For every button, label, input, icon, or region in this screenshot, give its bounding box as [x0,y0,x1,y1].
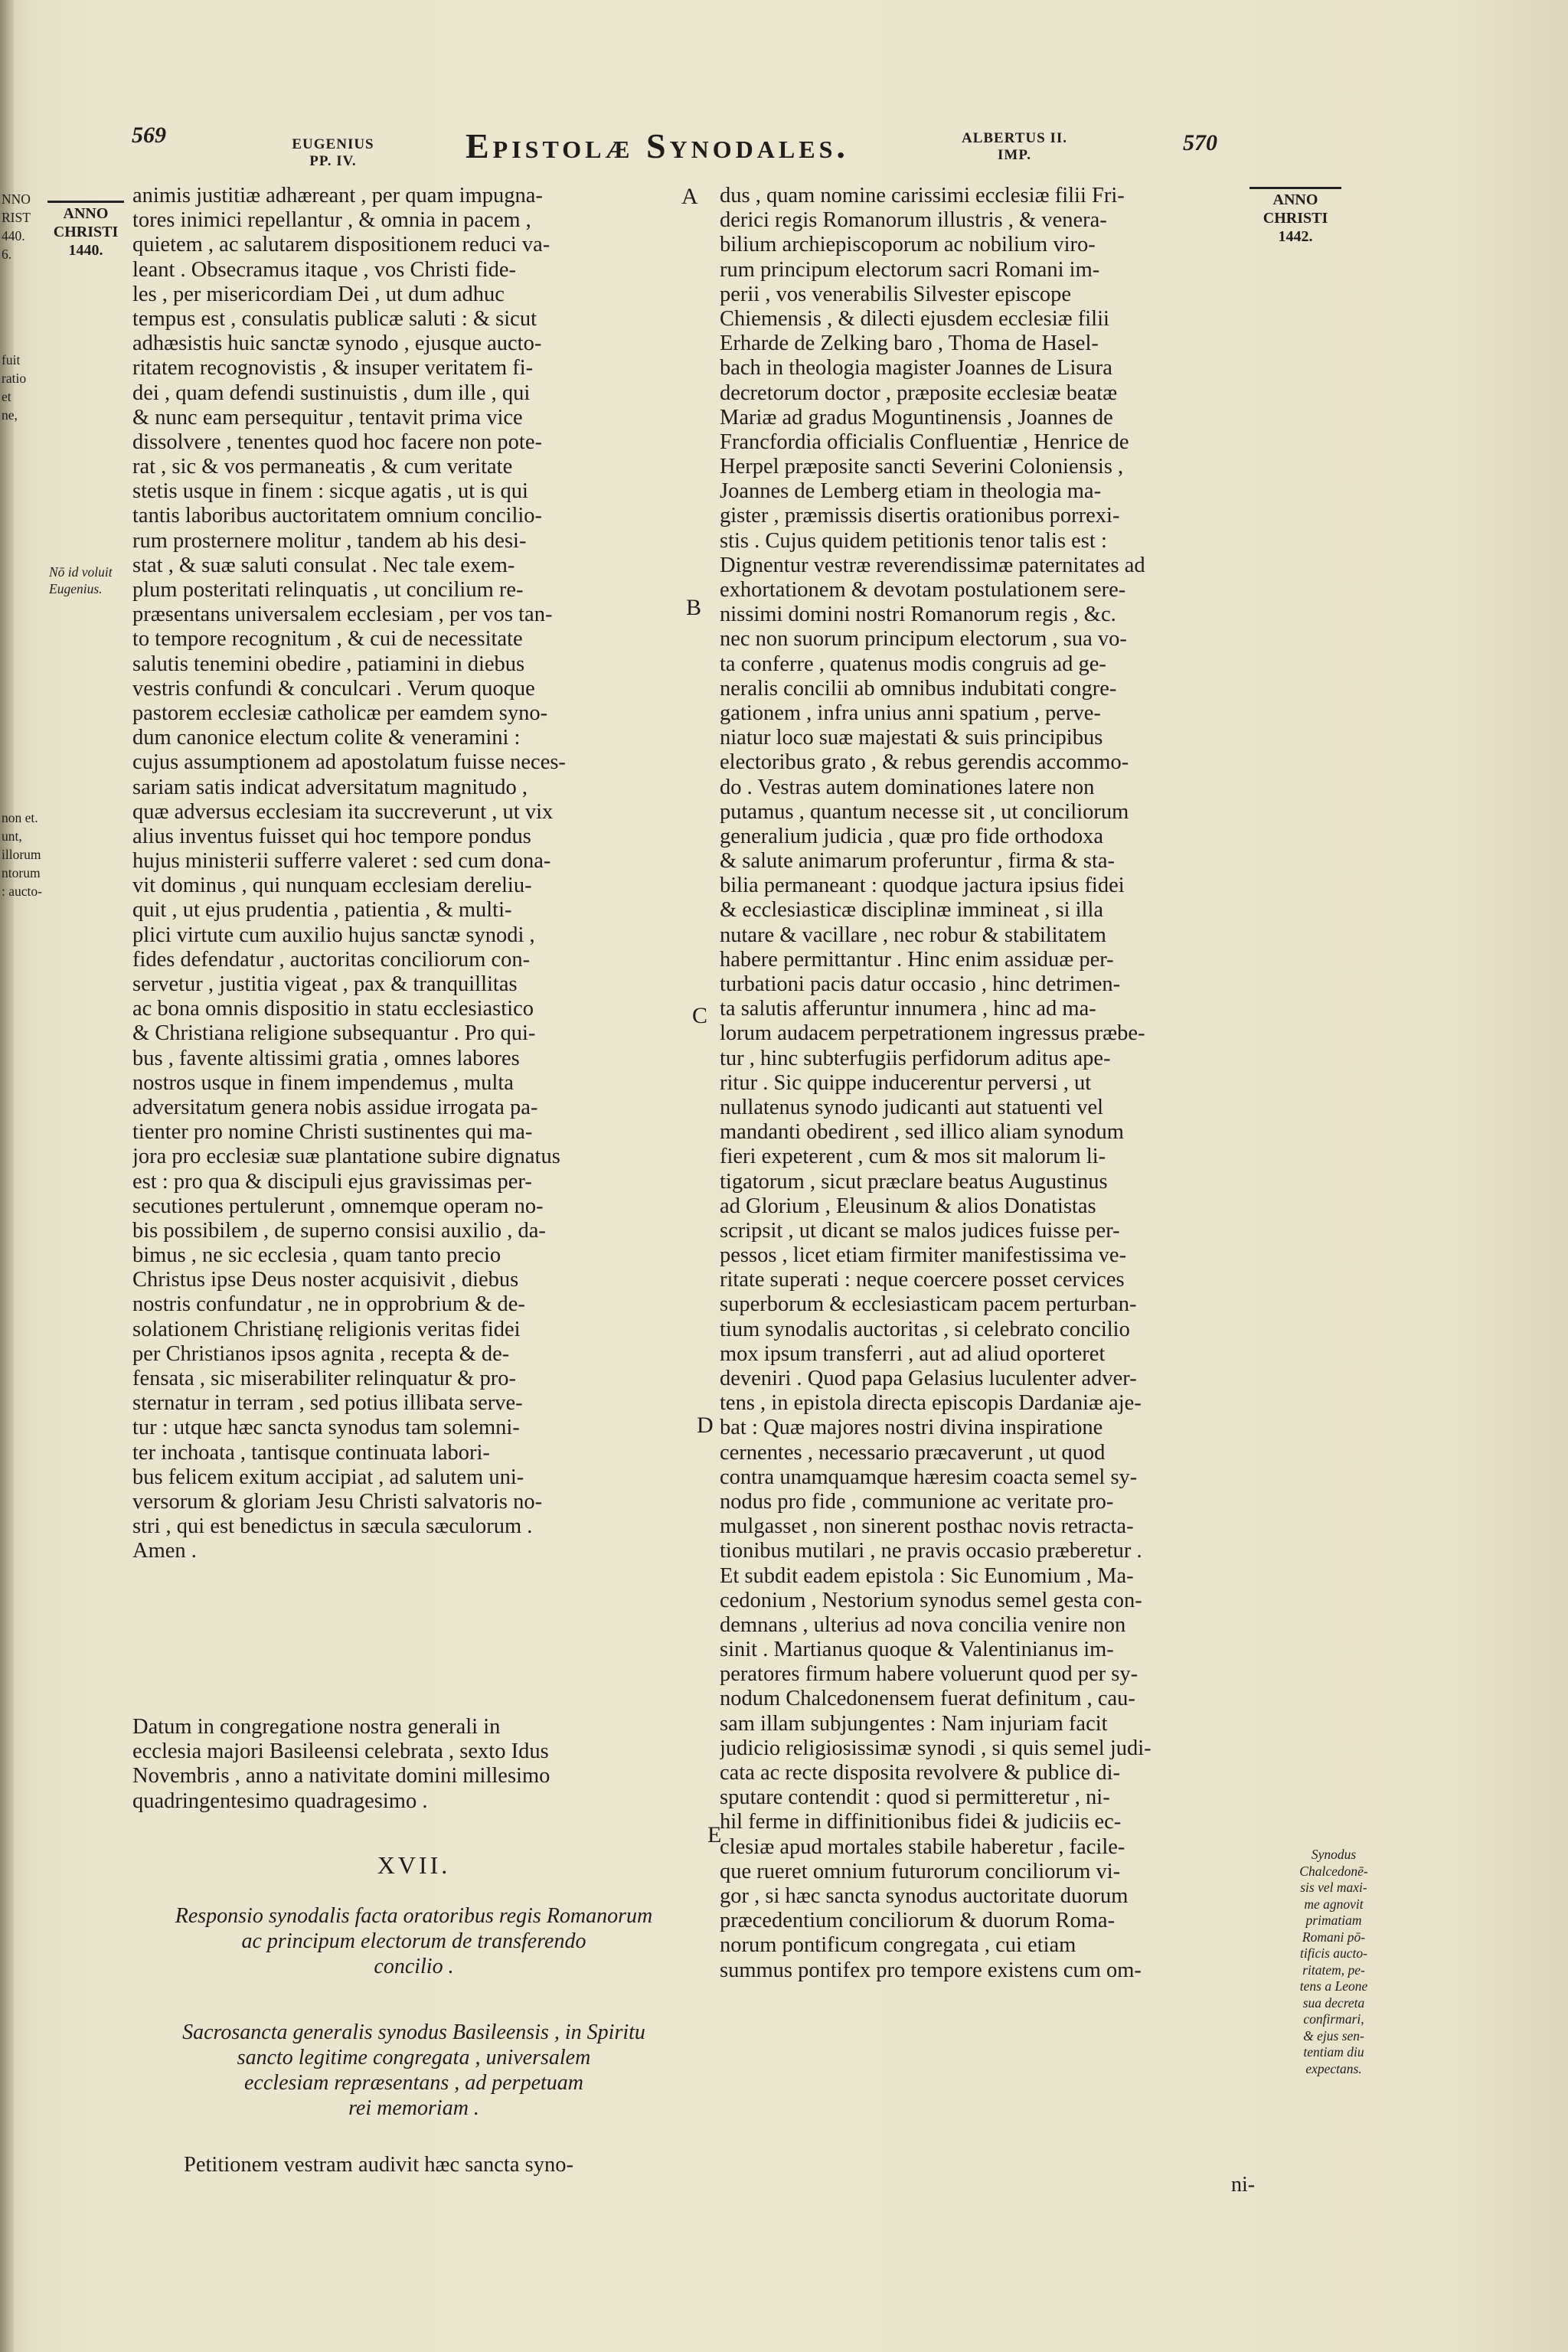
section-letter-e: E [707,1822,722,1847]
text-line: generalium judicia , quæ pro fide orthodoxa [720,824,1103,848]
title-line: concilio . [374,1955,454,1978]
text-line: Petitionem vestram audivit hæc sancta syno- [184,2153,573,2177]
text-line: perii , vos venerabilis Silvester episcope [720,282,1072,306]
dating-paragraph [132,1715,695,1814]
text-line: ritatem recognovistis , & insuper veritatem fi- [132,356,534,381]
anno-label: ANNO [1272,191,1318,208]
left-page-number: 569 [132,122,166,148]
text-line: stat , & suæ saluti consulat . Nec tale exem- [132,553,515,577]
left-running-head [276,136,390,170]
text-line: sinit . Martianus quoque & Valentinianus im- [720,1638,1114,1662]
text-line: judicio religiosissimæ synodi , si quis semel judi- [720,1736,1152,1760]
margin-note-line: sua decreta [1302,1994,1365,2011]
text-line: hil ferme in diffinitionibus fidei & judiciis ec- [720,1810,1122,1834]
text-line: & salute animarum proferuntur , firma & sta- [720,849,1116,874]
text-line: leant . Obsecramus itaque , vos Christi fide- [132,257,517,282]
section-title [132,1903,695,1979]
margin-note-line: Synodus [1311,1847,1357,1862]
text-line: hujus ministerii sufferre valeret : sed cum dona- [132,849,551,874]
margin-note-line: expectans. [1305,2060,1362,2076]
anno-year: 1442. [1278,228,1313,245]
title-line: Responsio synodalis facta oratoribus regis Romanorum [175,1904,653,1928]
text-line: bilia permaneant : quodque jactura ipsius fidei [720,874,1125,898]
text-line: superborum & ecclesiasticam pacem perturban- [720,1292,1137,1317]
running-head-line: PP. IV. [309,153,357,169]
text-line: quadringentesimo quadragesimo . [132,1788,428,1813]
text-line: dus , quam nomine carissimi ecclesiæ filii Fri- [720,184,1125,207]
margin-fragment: et [2,389,11,404]
text-line: mox ipsum transferri , aut ad aliud oporteret [720,1341,1106,1366]
text-line: nostris confundatur , ne in opprobrium & de- [132,1292,525,1317]
margin-fragment: 6. [2,247,12,262]
text-line: Francfordia officialis Confluentiæ , Henrice de [720,430,1129,454]
margin-fragment: : aucto- [2,884,42,899]
text-line: decretorum doctor , præposite ecclesiæ beatæ [720,381,1118,405]
text-line: pessos , licet etiam firmiter manifestissima ve- [720,1243,1127,1268]
text-line: tores inimici repellantur , & omnia in pacem , [132,208,531,233]
text-line: cernentes , necessario præcaverunt , ut quod [720,1440,1106,1465]
text-line: norum pontificum congregata , cui etiam [720,1933,1076,1958]
text-line: gationem , infra unius anni spatium , perve- [720,701,1101,725]
text-line: turbationi pacis datur occasio , hinc detrimen- [720,972,1121,996]
text-line: contra unamquamque hæresim coacta semel sy- [720,1465,1138,1489]
margin-fragment: fuit [2,352,21,368]
left-last-line [184,2153,695,2177]
text-line: scripsit , ut dicant se malos judices fuisse per- [720,1218,1120,1243]
text-line: ad Glorium , Eleusinum & alios Donatistas [720,1194,1096,1218]
text-line: fensata , sic miserabiliter relinquatur & pro- [132,1367,516,1390]
text-line: Novembris , anno a nativitate domini millesimo [132,1764,550,1788]
text-line: neralis concilii ab omnibus indubitati congre- [720,676,1117,701]
text-line: plum posteritati relinquatis , ut concilium re- [132,578,524,602]
text-line: animis justitiæ adhæreant , per quam impugna- [132,184,543,207]
text-line: bus felicem exitum accipiat , ad salutem uni- [132,1465,524,1489]
text-line: les , per misericordiam Dei , ut dum adhuc [132,282,505,306]
margin-fragment: ntorum [2,865,41,880]
text-line: nutare & vacillare , nec robur & stabilitatem [720,923,1106,947]
margin-fragment: RIST [2,210,31,225]
text-line: vestris confundi & conculcari . Verum quoque [132,676,535,701]
text-line: nodus pro fide , communione ac veritate pro- [720,1489,1114,1514]
title-line: ac principum electorum de transferendo [241,1929,586,1953]
text-line: Christus ipse Deus noster acquisivit , diebus [132,1268,519,1292]
text-line: exhortationem & devotam postulationem sere- [720,578,1126,602]
margin-fragment: illorum [2,847,41,862]
anno-label: ANNO [63,205,109,222]
text-line: ter inchoata , tantisque continuata labori- [132,1440,490,1465]
text-line: pastorem ecclesiæ catholicæ per eamdem syno- [132,701,548,725]
text-line: stis . Cujus quidem petitionis tenor talis est : [720,528,1107,553]
text-line: bilium archiepiscoporum ac nobilium viro- [720,233,1096,257]
text-line: Joannes de Lemberg etiam in theologia ma- [720,479,1102,504]
anno-year: 1440. [68,242,103,259]
anno-rule [47,201,124,203]
text-line: ritur . Sic quippe inducerentur perversi , ut [720,1070,1092,1095]
text-line: nec non suorum principum electorum , sua vo- [720,627,1127,652]
text-line: Dignentur vestræ reverendissimæ paternitates ad [720,553,1145,577]
text-line: sariam satis indicat adversitatum magnitudo , [132,775,528,799]
text-line: ta salutis afferuntur innumera , hinc ad ma- [720,997,1096,1021]
text-line: habere permittantur . Hinc enim assiduæ per- [720,947,1114,972]
page-title: Epistolæ Synodales. [466,126,849,165]
text-line: fieri expeterent , cum & mos sit malorum li- [720,1145,1106,1169]
anno-label: CHRISTI [1263,210,1328,227]
text-line: derici regis Romanorum illustris , & venera- [720,208,1107,233]
text-line: servetur , justitia vigeat , pax & tranquillitas [132,972,518,996]
text-line: salutis tenemini obedire , patiamini in diebus [132,652,525,676]
text-line: dum canonice electum colite & veneramini : [132,726,521,750]
margin-fragment: ratio [2,371,27,386]
text-line: solationem Christianę religionis veritas fidei [132,1317,521,1341]
text-line: rum prosternere molitur , tandem ab his desi- [132,528,527,553]
running-head-line: EUGENIUS [292,136,374,152]
text-line: do . Vestras autem dominationes latere non [720,775,1095,799]
text-line: est : pro qua & discipuli ejus gravissimas per- [132,1169,532,1194]
margin-fragment: 440. [2,228,25,243]
text-line: & nunc eam persequitur , tentavit prima vice [132,405,523,430]
text-line: vit dominus , qui nunquam ecclesiam dereliu- [132,874,532,898]
text-line: tienter pro nomine Christi sustinentes qui ma- [132,1120,533,1145]
anno-label: CHRISTI [53,224,119,240]
text-line: nissimi domini nostri Romanorum regis , &c. [720,603,1116,627]
right-margin-note [1280,1847,1387,2077]
text-line: præcedentium conciliorum & duorum Roma- [720,1909,1116,1933]
text-line: rat , sic & vos permaneatis , & cum veritate [132,455,513,479]
text-line: summus pontifex pro tempore existens cum om- [720,1958,1142,1982]
text-line: ta conferre , quatenus modis congruis ad ge- [720,652,1106,676]
text-line: ritate superati : neque coercere posset cervices [720,1268,1125,1292]
text-line: to tempore recognitum , & cui de necessitate [132,627,523,652]
intro-line: rei memoriam . [348,2096,479,2120]
text-line: lorum audacem perpetrationem ingressus præbe- [720,1021,1145,1046]
text-line: tempus est , consulatis publicæ saluti : & sicut [132,306,537,331]
text-line: quietem , ac salutarem dispositionem reduci va- [132,233,550,257]
text-line: stetis usque in finem : sicque agatis , ut is qui [132,479,528,504]
text-line: cedonium , Nestorium synodus semel gesta con- [720,1588,1142,1612]
right-text-column [720,184,1269,1983]
text-line: quit , ut ejus prudentia , patientia , & multi- [132,898,512,923]
text-line: alius inventus fuisset qui hoc tempore pondus [132,824,531,848]
text-line: ecclesia majori Basileensi celebrata , sexto Idus [132,1740,549,1764]
text-line: cujus assumptionem ad apostolatum fuisse neces- [132,750,566,775]
text-line: sternatur in terram , sed potius illibata serve- [132,1391,523,1416]
text-line: adversitatum genera nobis assidue irrogata pa- [132,1095,538,1119]
text-line: bus , favente altissimi gratia , omnes labores [132,1046,520,1070]
text-line: dissolvere , tenentes quod hoc facere non pote- [132,430,542,454]
text-line: præsentans universalem ecclesiam , per vos tan- [132,603,553,627]
text-line: bat : Quæ majores nostri divina inspiratione [720,1416,1103,1440]
section-letter-c: C [692,1003,708,1028]
margin-note-line: Nō id voluit [49,564,113,580]
anno-christi-left [47,201,124,260]
margin-note-line: Chalcedonē- [1299,1863,1368,1879]
text-line: sputare contendit : quod si permitteretur , ni- [720,1785,1110,1810]
catchword: ni- [1231,2173,1256,2197]
text-line: & Christiana religione subsequantur . Pro qui- [132,1021,536,1046]
text-line: putamus , quantum necesse sit , ut conciliorum [720,799,1129,824]
margin-note-line: Eugenius. [49,580,103,596]
intro-line: sancto legitime congregata , universalem [237,2046,591,2069]
text-line: gister , præmissis disertis orationibus porrexi- [720,504,1120,528]
text-line: nostros usque in finem impendemus , multa [132,1070,514,1095]
text-line: demnans , ulterius ad nova concilia venire non [720,1612,1126,1637]
text-line: Amen . [132,1539,197,1563]
text-line: Mariæ ad gradus Moguntinensis , Joannes de [720,405,1113,430]
text-line: & ecclesiasticæ disciplinæ immineat , si illa [720,898,1104,923]
section-number: XVII. [377,1851,451,1879]
text-line: plici virtute cum auxilio hujus sanctæ synodi , [132,923,535,947]
margin-fragment: ne, [2,407,18,423]
text-line: dei , quam defendi sustinuistis , dum ille , qui [132,381,531,405]
margin-fragment: unt, [2,828,22,844]
margin-note-line: tens a Leone [1299,1978,1368,1994]
text-line: versorum & gloriam Jesu Christi salvatoris no- [132,1489,543,1514]
margin-note-line: tificis aucto- [1300,1945,1367,1961]
text-line: rum principum electorum sacri Romani im- [720,257,1100,282]
text-line: nullatenus synodo judicanti aut statuenti vel [720,1095,1104,1119]
margin-note-line: Romani pō- [1302,1929,1366,1945]
section-letter-a: A [681,184,698,209]
text-line: nodum Chalcedonensem fuerat definitum , cau- [720,1687,1135,1711]
text-line: niatur loco suæ majestati & suis principibus [720,726,1103,750]
running-head-line: ALBERTUS II. [961,130,1068,146]
text-line: bach in theologia magister Joannes de Lisura [720,356,1112,381]
right-page-number: 570 [1183,130,1217,155]
margin-note-line: confirmari, [1303,2011,1364,2027]
text-line: jora pro ecclesiæ suæ plantatione subire dignatus [132,1145,560,1169]
text-line: electoribus grato , & rebus gerendis accommo- [720,750,1129,775]
section-letter-d: D [697,1413,714,1438]
text-line: peratores firmum habere voluerunt quod per sy- [720,1662,1138,1687]
text-line: Herpel præposite sancti Severini Coloniensis , [720,455,1124,479]
text-line: bimus , ne sic ecclesia , quam tanto precio [132,1243,501,1268]
text-line: deveniri . Quod papa Gelasius luculenter adver- [720,1367,1137,1390]
text-line: gor , si hæc sancta synodus auctoritate duorum [720,1883,1129,1908]
margin-note-line: sis vel maxi- [1300,1880,1367,1895]
margin-note-line: me agnovit [1304,1896,1364,1912]
right-running-head [949,130,1080,164]
intro-line: ecclesiam repræsentans , ad perpetuam [244,2071,583,2095]
text-line: Datum in congregatione nostra generali in [132,1715,501,1739]
text-line: tantis laboribus auctoritatem omnium concilio- [132,504,543,528]
text-line: tionibus mutilari , ne pravis occasio præberetur . [720,1539,1142,1563]
text-line: Et subdit eadem epistola : Sic Eunomium , Ma- [720,1563,1134,1588]
margin-note-line: & ejus sen- [1303,2027,1364,2043]
text-line: cata ac recte disposita revolvere & publice di- [720,1761,1121,1785]
margin-note-line: tentiam diu [1303,2044,1364,2060]
text-line: mulgasset , non sinerent posthac novis retracta- [720,1514,1134,1539]
text-line: tens , in epistola directa episcopis Dardaniæ aje- [720,1391,1142,1416]
text-line: stri , qui est benedictus in sæcula sæculorum . [132,1514,533,1539]
margin-note-line: ritatem, pe- [1302,1962,1365,1978]
text-line: tium synodalis auctoritas , si celebrato concilio [720,1317,1130,1341]
margin-fragment: NNO [2,191,31,207]
text-line: per Christianos ipsos agnita , recepta & de- [132,1341,510,1366]
text-line: Erharde de Zelking baro , Thoma de Hasel- [720,332,1099,356]
section-letter-b: B [686,595,702,620]
margin-note-line: primatiam [1305,1913,1362,1928]
text-line: tur , hinc subterfugiis perfidorum aditus ape- [720,1046,1111,1070]
text-line: Chiemensis , & dilecti ejusdem ecclesiæ filii [720,306,1109,331]
left-margin-note [49,564,133,597]
text-line: sam illam subjungentes : Nam injuriam facit [720,1711,1108,1736]
text-line: tur : utque hæc sancta synodus tam solemni- [132,1416,520,1440]
text-line: tigatorum , sicut præclare beatus Augustinus [720,1169,1108,1194]
text-line: que rueret omnium futurorum conciliorum vi- [720,1859,1121,1883]
section-intro [132,2020,695,2121]
margin-fragment: non et. [2,810,38,825]
text-line: mandanti obedirent , sed illico aliam synodum [720,1120,1124,1145]
text-line: quæ adversus ecclesiam ita succreverunt , ut vix [132,799,554,824]
text-line: adhæsistis huic sanctæ synodo , ejusque aucto- [132,332,542,356]
left-text-column [132,184,695,1564]
text-line: clesiæ apud mortales stabile haberetur , facile- [720,1834,1125,1859]
running-head-line: IMP. [998,147,1031,163]
intro-line: Sacrosancta generalis synodus Basileensis , in Spiritu [182,2020,645,2044]
text-line: secutiones pertulerunt , omnemque operam no- [132,1194,544,1218]
text-line: ac bona omnis dispositio in statu ecclesiastico [132,997,534,1021]
text-line: bis possibilem , de superno consisi auxilio , da- [132,1218,546,1243]
text-line: fides defendatur , auctoritas conciliorum con- [132,947,531,972]
